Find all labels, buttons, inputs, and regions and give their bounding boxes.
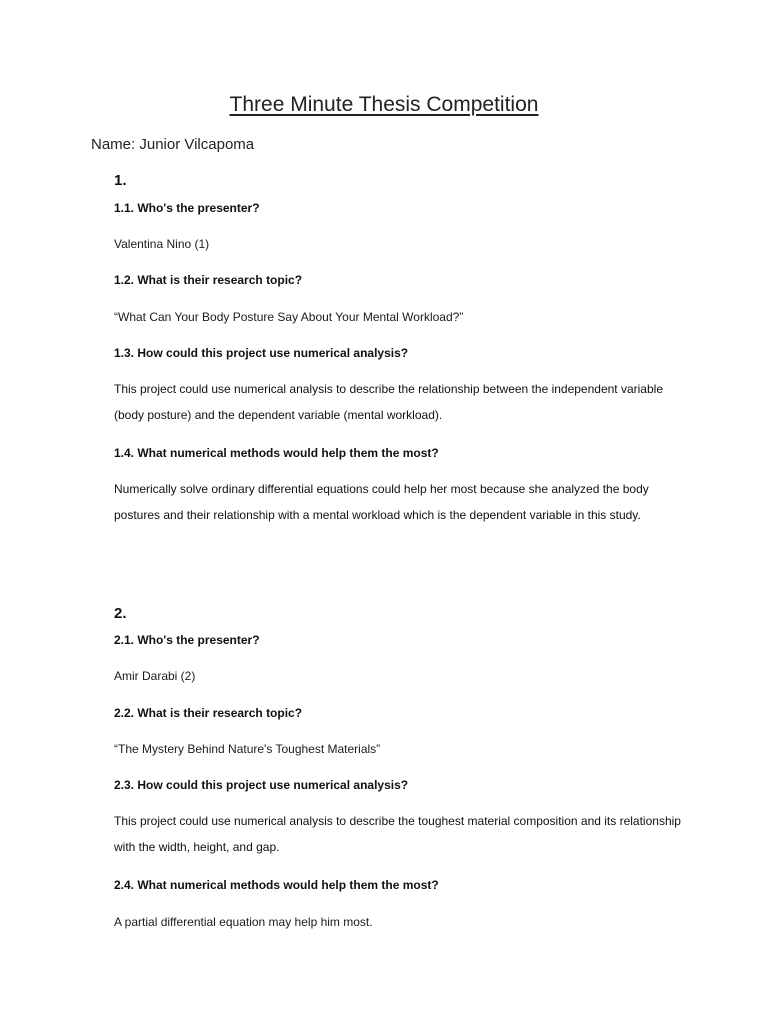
section-1-question-presenter: 1.1. Who's the presenter?: [114, 201, 260, 215]
section-1-answer-presenter: Valentina Nino (1): [114, 237, 210, 251]
section-2-answer-topic: “The Mystery Behind Nature's Toughest Materials”: [114, 742, 381, 756]
section-1-question-analysis: 1.3. How could this project use numerical analysis?: [114, 346, 409, 360]
section-1-number: 1.: [114, 172, 127, 189]
section-2-number: 2.: [114, 605, 127, 622]
section-1-question-topic: 1.2. What is their research topic?: [114, 273, 303, 287]
section-2-answer-analysis: This project could use numerical analysis to describe the toughest material composition and its relationship with the width, height, and gap.: [114, 814, 681, 854]
author-name: Name: Junior Vilcapoma: [91, 136, 255, 153]
document-title: Three Minute Thesis Competition: [229, 93, 539, 116]
section-2-question-topic: 2.2. What is their research topic?: [114, 706, 303, 720]
section-2-question-presenter: 2.1. Who's the presenter?: [114, 633, 260, 647]
section-1-answer-analysis: This project could use numerical analysis to describe the relationship between the independent variable (body posture) and the dependent variable (mental workload).: [114, 382, 663, 422]
section-1-question-methods: 1.4. What numerical methods would help them the most?: [114, 446, 439, 460]
section-2-answer-presenter: Amir Darabi (2): [114, 669, 196, 683]
section-2-question-methods: 2.4. What numerical methods would help them the most?: [114, 878, 439, 892]
section-2-answer-methods: A partial differential equation may help him most.: [114, 915, 373, 929]
section-1-answer-methods: Numerically solve ordinary differential equations could help her most because she analyzed the body postures and their relationship with a mental workload which is the dependent variable in this study.: [114, 482, 649, 522]
section-2-question-analysis: 2.3. How could this project use numerical analysis?: [114, 778, 409, 792]
section-1-answer-topic: “What Can Your Body Posture Say About Your Mental Workload?”: [114, 310, 464, 324]
